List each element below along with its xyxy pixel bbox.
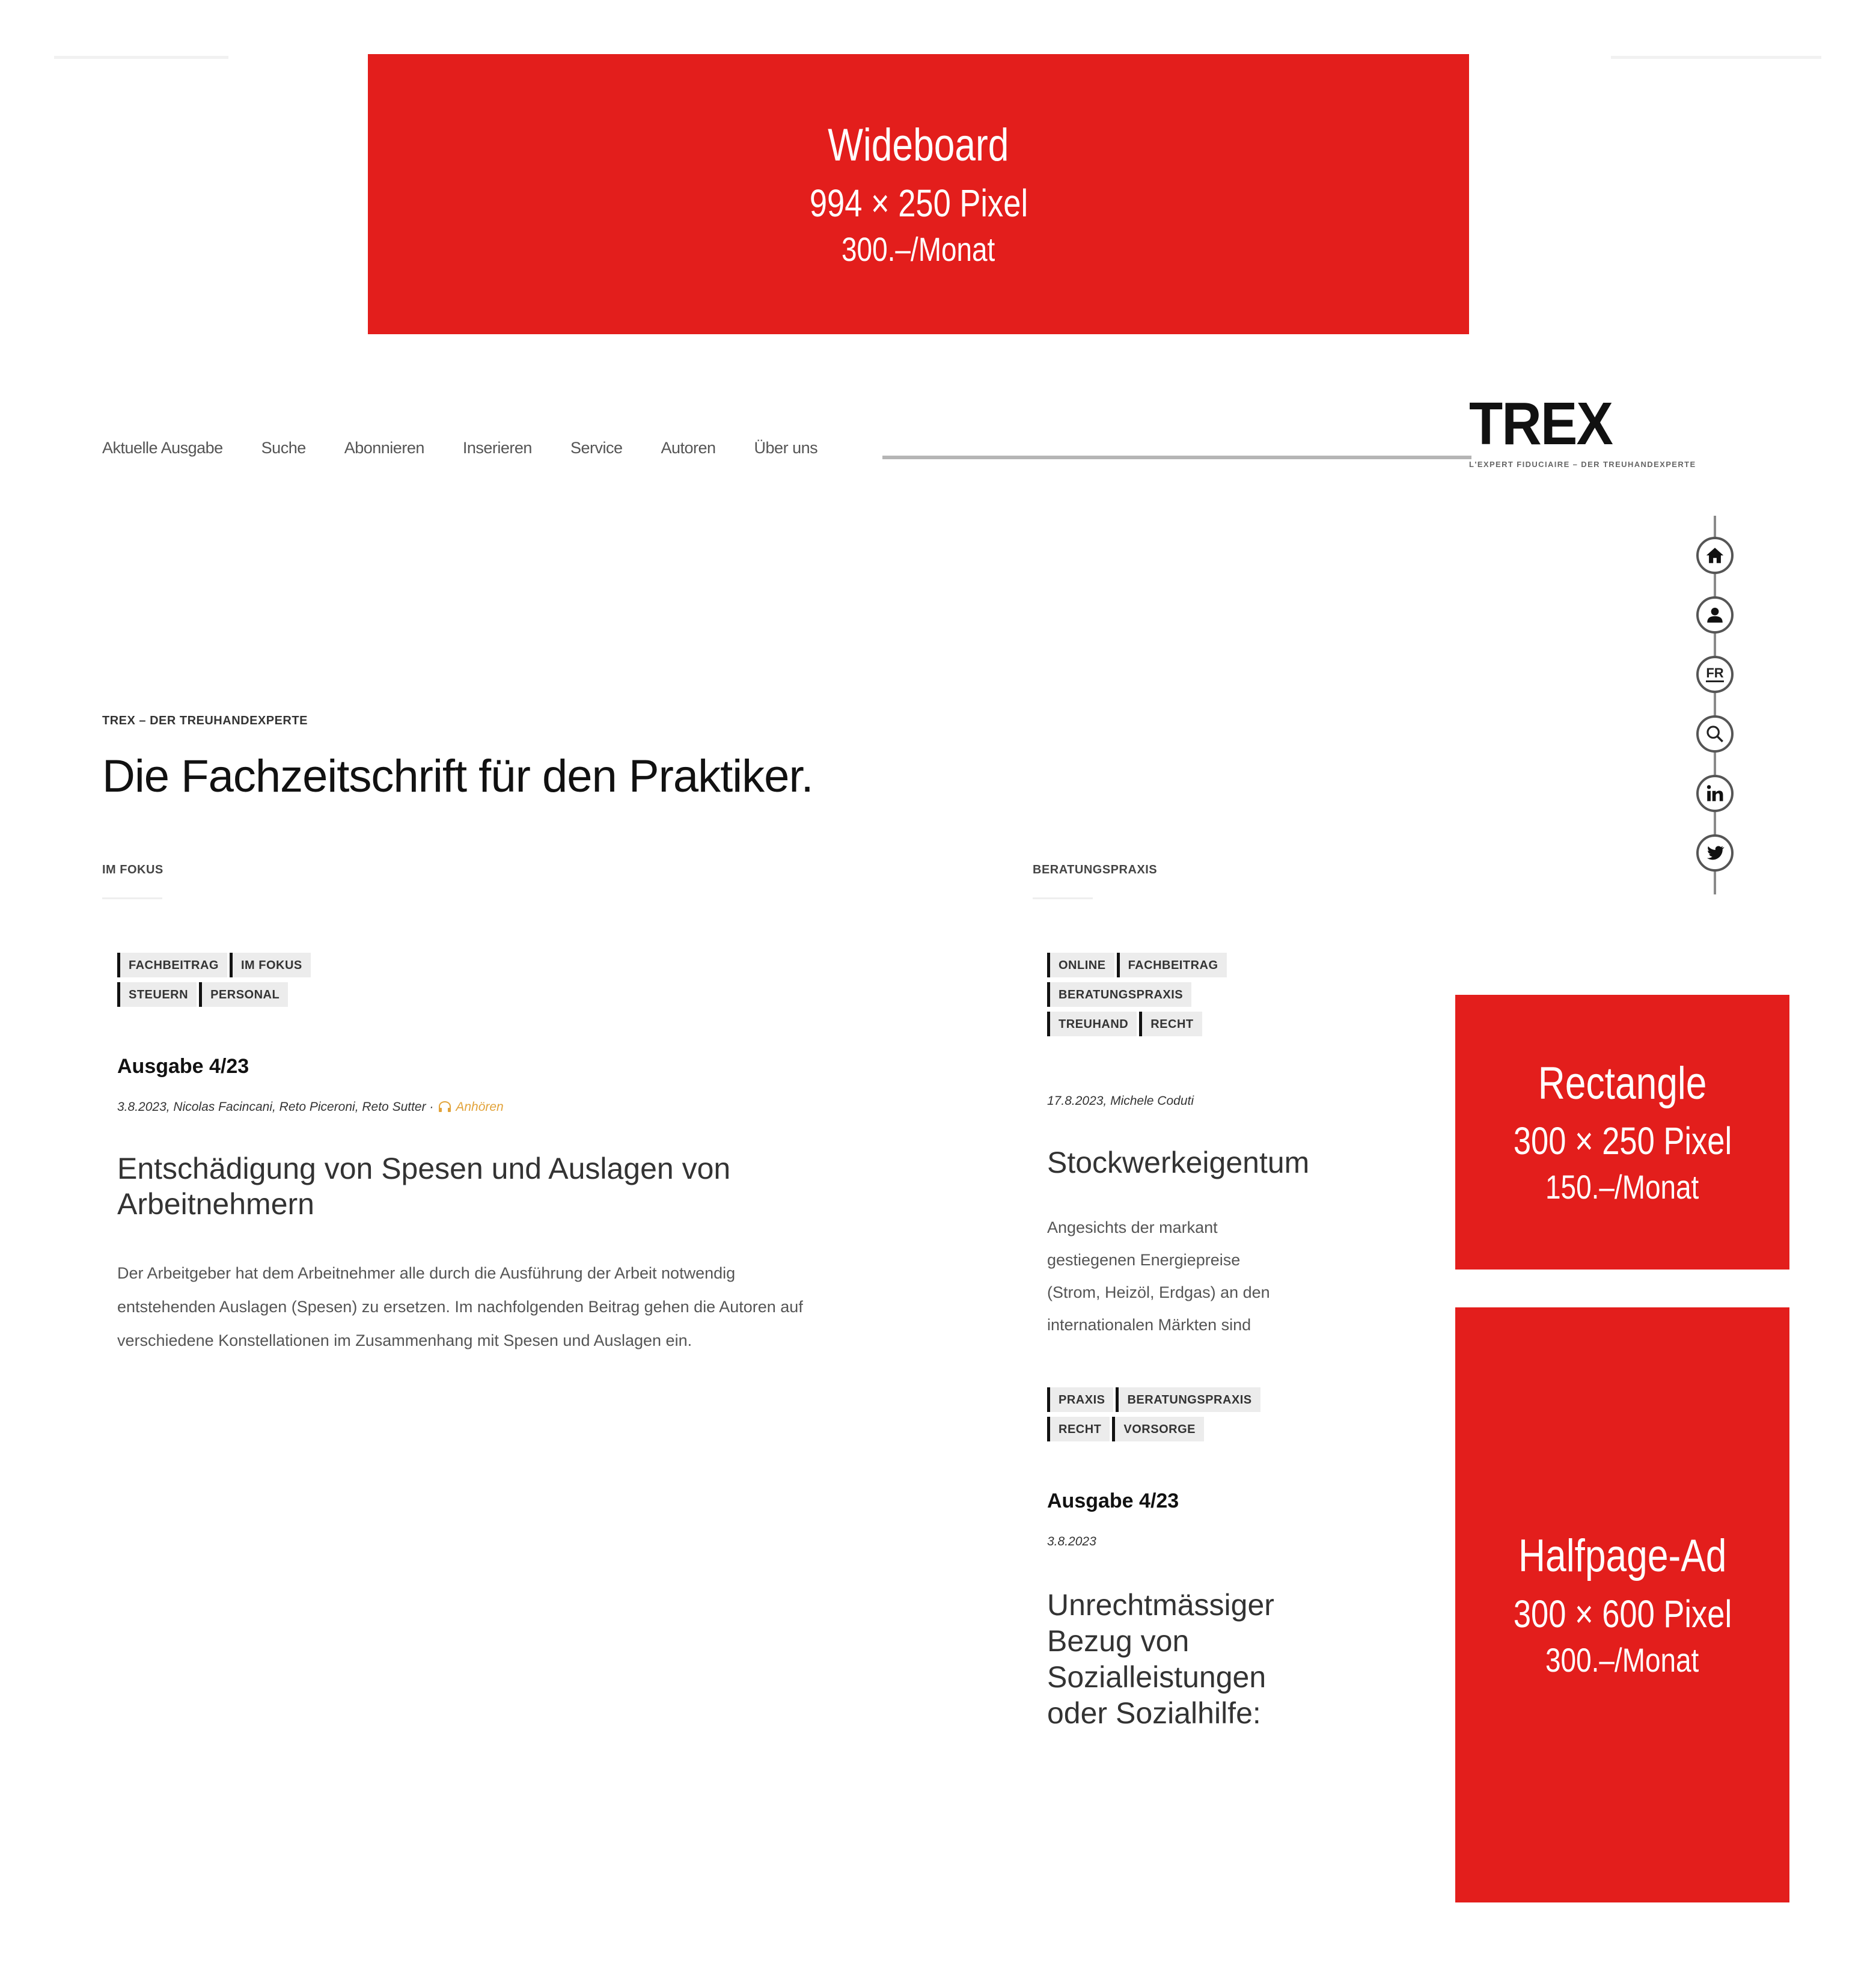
tag-recht[interactable]: RECHT xyxy=(1047,1417,1110,1441)
tag-im-fokus[interactable]: IM FOKUS xyxy=(230,953,311,977)
nav-divider xyxy=(882,456,1471,459)
user-icon xyxy=(1705,605,1725,625)
language-fr-button[interactable] xyxy=(1696,656,1734,693)
title-line: Unrechtmässiger xyxy=(1047,1588,1274,1622)
article-title[interactable] xyxy=(1047,1587,1274,1731)
nav-aktuelle-ausgabe[interactable]: Aktuelle Ausgabe xyxy=(102,439,223,457)
tag-treuhand[interactable]: TREUHAND xyxy=(1047,1012,1137,1036)
nav-abonnieren[interactable]: Abonnieren xyxy=(344,439,424,457)
article-meta xyxy=(117,1100,504,1114)
language-fr-label: FR xyxy=(1706,667,1723,682)
top-right-rule xyxy=(1611,56,1821,59)
headphones-icon xyxy=(437,1101,453,1113)
linkedin-button[interactable] xyxy=(1696,775,1734,812)
twitter-button[interactable] xyxy=(1696,834,1734,872)
teaser-line: (Strom, Heizöl, Erdgas) an den xyxy=(1047,1283,1270,1301)
home-icon xyxy=(1705,545,1725,566)
tag-list xyxy=(1047,953,1229,1041)
tag-list xyxy=(117,953,313,1012)
ad-title: Wideboard xyxy=(828,120,1009,171)
top-left-rule xyxy=(54,56,228,59)
logo[interactable] xyxy=(1469,390,1696,469)
title-line: Bezug von xyxy=(1047,1624,1190,1658)
teaser-line: verschiedene Konstellationen im Zusammenhang mit Spesen und Auslagen ein. xyxy=(117,1331,692,1349)
tag-beratungspraxis[interactable]: BERATUNGSPRAXIS xyxy=(1047,982,1191,1007)
tag-personal[interactable]: PERSONAL xyxy=(199,982,288,1007)
teaser-line: entstehenden Auslagen (Spesen) zu ersetzen. Im nachfolgenden Beitrag gehen die Autoren auf xyxy=(117,1298,803,1316)
page-title: Die Fachzeitschrift für den Praktiker. xyxy=(102,751,813,802)
section-underline xyxy=(102,897,162,899)
ad-title: Halfpage-Ad xyxy=(1518,1530,1727,1582)
nav-inserieren[interactable]: Inserieren xyxy=(462,439,532,457)
tag-fachbeitrag[interactable]: FACHBEITRAG xyxy=(117,953,227,977)
article-teaser xyxy=(1047,1211,1348,1341)
title-line: oder Sozialhilfe: xyxy=(1047,1696,1261,1730)
listen-label: Anhören xyxy=(456,1100,504,1114)
article-date: 3.8.2023 xyxy=(1047,1535,1096,1548)
tag-praxis[interactable]: PRAXIS xyxy=(1047,1387,1113,1412)
tag-vorsorge[interactable]: VORSORGE xyxy=(1112,1417,1204,1441)
ad-price: 300.–/Monat xyxy=(1545,1640,1699,1679)
tag-online[interactable]: ONLINE xyxy=(1047,953,1114,977)
teaser-line: internationalen Märkten sind xyxy=(1047,1316,1251,1334)
ad-price: 150.–/Monat xyxy=(1545,1168,1699,1206)
search-icon xyxy=(1705,724,1725,744)
section-label-beratungspraxis[interactable]: BERATUNGSPRAXIS xyxy=(1033,863,1158,876)
page-kicker: TREX – DER TREUHANDEXPERTE xyxy=(102,714,308,727)
nav-service[interactable]: Service xyxy=(570,439,623,457)
halfpage-ad[interactable] xyxy=(1455,1307,1789,1902)
logo-wordmark: TREX xyxy=(1469,390,1613,457)
tag-list xyxy=(1047,1387,1263,1446)
issue-label[interactable]: Ausgabe 4/23 xyxy=(1047,1490,1179,1512)
linkedin-icon xyxy=(1705,783,1725,804)
section-underline xyxy=(1033,897,1093,899)
tag-beratungspraxis[interactable]: BERATUNGSPRAXIS xyxy=(1116,1387,1260,1412)
issue-label[interactable]: Ausgabe 4/23 xyxy=(117,1055,249,1078)
nav-autoren[interactable]: Autoren xyxy=(661,439,716,457)
listen-button[interactable] xyxy=(437,1100,503,1114)
ad-size: 300 × 600 Pixel xyxy=(1513,1592,1732,1636)
ad-price: 300.–/Monat xyxy=(842,230,995,268)
teaser-line: Der Arbeitgeber hat dem Arbeitnehmer alle durch die Ausführung der Arbeit notwendig xyxy=(117,1264,736,1282)
article-title[interactable]: Stockwerkeigentum xyxy=(1047,1146,1310,1179)
teaser-line: gestiegenen Energiepreise xyxy=(1047,1251,1241,1269)
wideboard-ad[interactable] xyxy=(368,54,1469,334)
tag-recht[interactable]: RECHT xyxy=(1139,1012,1202,1036)
article-teaser xyxy=(117,1256,899,1357)
main-nav xyxy=(102,439,856,457)
meta-date-authors: 3.8.2023, Nicolas Facincani, Reto Piceroni, Reto Sutter · xyxy=(117,1100,434,1114)
search-button[interactable] xyxy=(1696,715,1734,753)
nav-ueber-uns[interactable]: Über uns xyxy=(754,439,818,457)
rectangle-ad[interactable] xyxy=(1455,995,1789,1270)
article-title[interactable]: Entschädigung von Spesen und Auslagen von Arbeitnehmern xyxy=(117,1152,731,1221)
account-button[interactable] xyxy=(1696,596,1734,634)
article-meta: 17.8.2023, Michele Coduti xyxy=(1047,1094,1194,1108)
title-line: Sozialleistungen xyxy=(1047,1660,1266,1694)
section-label-im-fokus[interactable]: IM FOKUS xyxy=(102,863,163,876)
tag-steuern[interactable]: STEUERN xyxy=(117,982,197,1007)
ad-size: 994 × 250 Pixel xyxy=(809,181,1028,225)
twitter-icon xyxy=(1705,843,1725,863)
teaser-line: Angesichts der markant xyxy=(1047,1218,1218,1236)
ad-title: Rectangle xyxy=(1538,1057,1707,1109)
nav-suche[interactable]: Suche xyxy=(261,439,306,457)
home-button[interactable] xyxy=(1696,537,1734,574)
tag-fachbeitrag[interactable]: FACHBEITRAG xyxy=(1117,953,1227,977)
logo-tagline: L'EXPERT FIDUCIAIRE – DER TREUHANDEXPERTE xyxy=(1469,460,1696,469)
ad-size: 300 × 250 Pixel xyxy=(1513,1119,1732,1163)
